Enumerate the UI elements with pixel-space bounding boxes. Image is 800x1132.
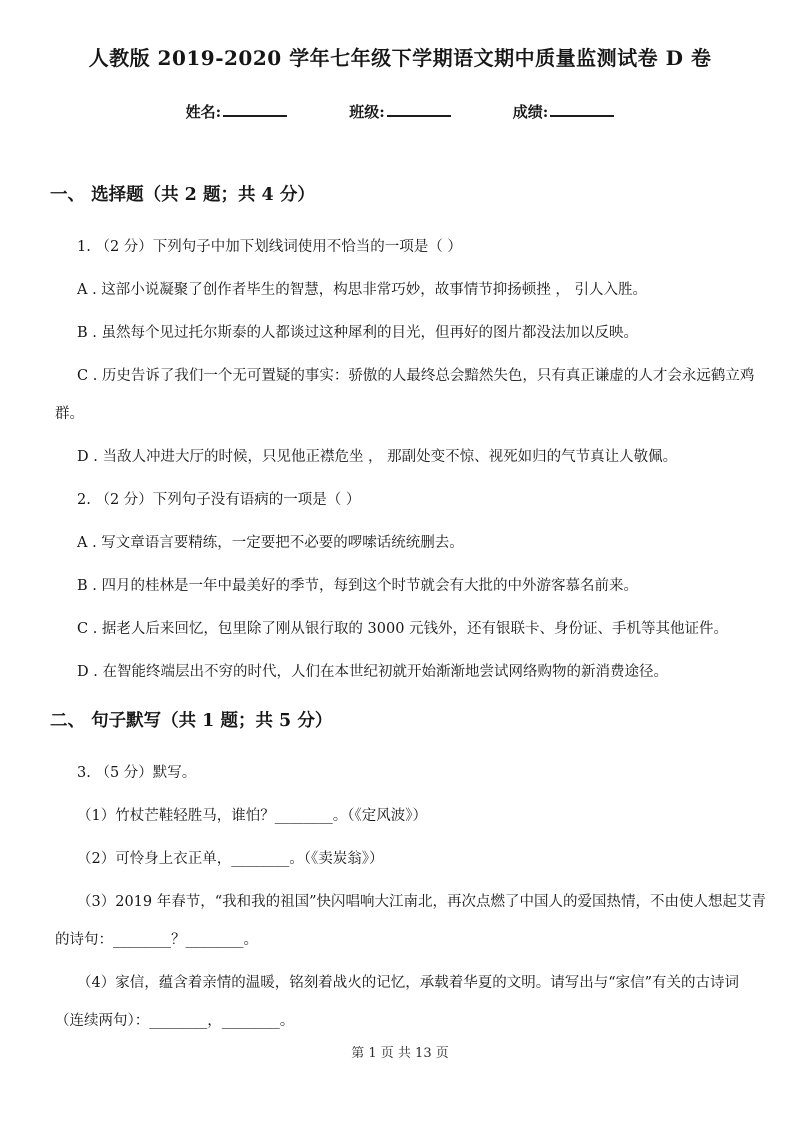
question-1-option-d (55, 447, 745, 467)
question-2-option-c-text: C . 据老人后来回忆，包里除了刚从银行取的 3000 元钱外，还有银联卡、身份证、手机等其他证件。 (77, 621, 729, 637)
question-1-stem (55, 237, 745, 257)
question-2-stem-text: 2. （2 分）下列句子没有语病的一项是（ ） (77, 492, 361, 508)
question-1-option-a-text: A . 这部小说凝聚了创作者毕生的智慧，构思非常巧妙，故事情节抑扬顿挫 ， 引人入胜。 (77, 282, 648, 298)
question-3-part-1 (55, 806, 745, 826)
question-2-option-a-text: A . 写文章语言要精练，一定要把不必要的啰嗦话统统删去。 (77, 535, 464, 551)
name-field (186, 102, 288, 122)
question-1-stem-text: 1. （2 分）下列句子中加下划线词使用不恰当的一项是（ ） (77, 239, 462, 255)
question-3-stem (55, 763, 745, 783)
question-1-option-a (55, 280, 745, 300)
question-3-part-1-text: （1）竹杖芒鞋轻胜马，谁怕？________。（《定风波》） (77, 808, 427, 824)
score-label: 成绩: (512, 103, 549, 121)
page-number-indicator: 第 1 页 共 13 页 (351, 1046, 449, 1061)
class-blank-line (387, 102, 451, 117)
section-1-heading: 一、 选择题（共 2 题；共 4 分） (50, 185, 315, 205)
question-3-stem-text: 3. （5 分）默写。 (77, 765, 197, 781)
question-3-part-4 (55, 973, 745, 1031)
student-info-row (0, 102, 800, 122)
question-1-option-b-text: B . 虽然每个见过托尔斯泰的人都谈过这种犀利的目光，但再好的图片都没法加以反映。 (77, 325, 638, 341)
question-1-option-c-continuation: 群。 (55, 406, 84, 422)
page-title: 人教版 2019-2020 学年七年级下学期语文期中质量监测试卷 D 卷 (88, 46, 712, 70)
question-1-option-c (55, 366, 755, 424)
question-2-option-b (55, 576, 745, 596)
question-2-stem (55, 490, 745, 510)
question-2-option-c (55, 619, 745, 639)
question-3-part-2-text: （2）可怜身上衣正单，________。（《卖炭翁》） (77, 851, 384, 867)
section-2-heading: 二、 句子默写（共 1 题；共 5 分） (50, 711, 333, 731)
question-1-option-d-text: D . 当敌人冲进大厅的时候，只见他正襟危坐 ， 那副处变不惊、视死如归的气节真让人敬佩。 (77, 449, 678, 465)
question-3-part-2 (55, 849, 745, 869)
class-field (349, 102, 451, 122)
question-3-part-3-continuation: 的诗句：________？________。 (55, 932, 258, 948)
question-1-option-b (55, 323, 745, 343)
question-3-part-3-text: （3）2019 年春节，“我和我的祖国”快闪唱响大江南北，再次点燃了中国人的爱国热情，不由使人想起艾青 (77, 894, 767, 910)
question-3-part-4-text: （4）家信，蕴含着亲情的温暖，铭刻着战火的记忆，承载着华夏的文明。请写出与“家信”有关的古诗词 (77, 975, 740, 991)
question-3-part-4-continuation: （连续两句）：________，________。 (55, 1013, 295, 1029)
question-1-option-c-text: C . 历史告诉了我们一个无可置疑的事实：骄傲的人最终总会黯然失色，只有真正谦虚的人才会永远鹤立鸡 (77, 368, 755, 384)
question-3-part-3 (55, 892, 767, 950)
question-2-option-a (55, 533, 745, 553)
score-blank-line (550, 102, 614, 117)
question-2-option-b-text: B . 四月的桂林是一年中最美好的季节，每到这个时节就会有大批的中外游客慕名前来。 (77, 578, 638, 594)
document-body (0, 182, 800, 1031)
score-field (513, 102, 615, 122)
name-blank-line (223, 102, 287, 117)
question-2-option-d-text: D . 在智能终端层出不穷的时代，人们在本世纪初就开始渐渐地尝试网络购物的新消费途径。 (77, 664, 668, 680)
class-label: 班级: (349, 103, 385, 121)
name-label: 姓名: (185, 103, 222, 121)
question-2-option-d (55, 662, 745, 682)
